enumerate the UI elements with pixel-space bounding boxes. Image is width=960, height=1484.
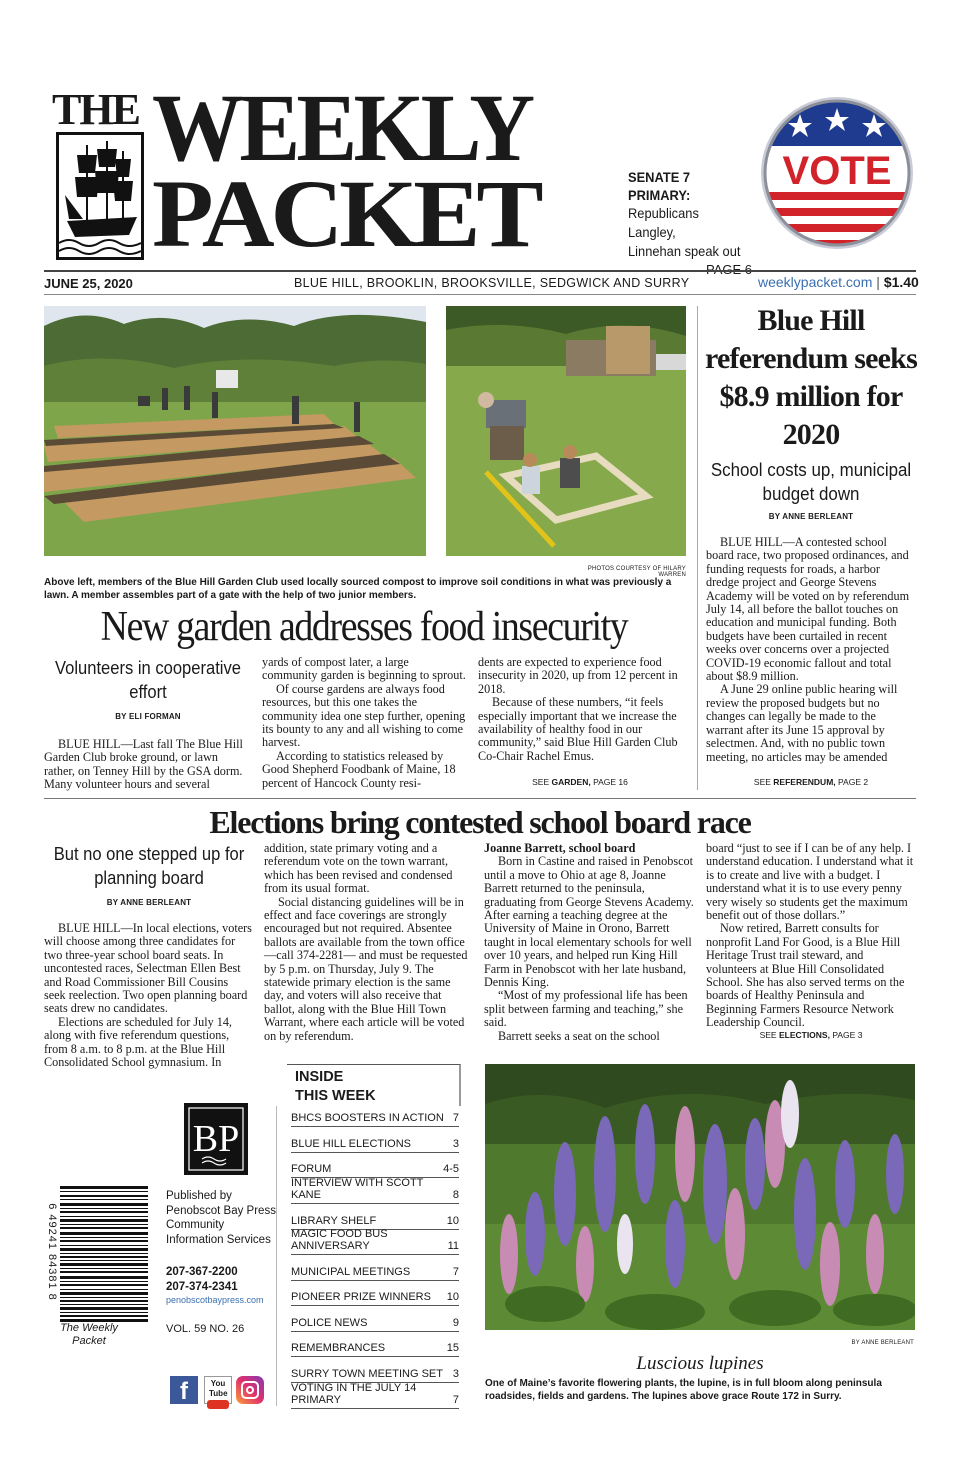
garden-byline: BY ELI FORMAN [115, 712, 181, 721]
garden-photo-credit: PHOTOS COURTESY OF HILARY WARREN [587, 566, 686, 578]
toc-page: 4-5 [443, 1163, 459, 1175]
garden-col1-text: BLUE HILL—Last fall The Blue Hill Garden Club broke ground, or lawn rather, on Tenney Hill by the GSA dorm. Many volunteer hours and several [44, 737, 243, 792]
lupines-photo [485, 1064, 915, 1330]
referendum-p2: A June 29 online public hearing will review the proposed budgets but no changes can legally be made to the warrant after its June 15 approval by selectmen. And, with no public town meeting, no articles may be amended [706, 682, 898, 764]
toc-page: 8 [452, 1189, 459, 1201]
publisher-url[interactable]: penobscotbaypress.com [166, 1295, 264, 1305]
lupines-credit: BY ANNE BERLEANT [851, 1340, 914, 1346]
referendum-body [706, 536, 916, 764]
dateline-right [758, 274, 919, 290]
masthead-the: THE [52, 85, 139, 134]
elections-jump[interactable] [706, 1030, 916, 1040]
toc-page: 9 [452, 1317, 459, 1329]
garden-headline[interactable]: New garden addresses food insecurity [100, 604, 628, 650]
elections-col2 [264, 842, 472, 1043]
toc-page: 3 [452, 1138, 459, 1150]
toc-label: VOTING IN THE JULY 14 PRIMARY [291, 1382, 417, 1406]
garden-col2-p1: yards of compost later, a large community garden is beginning to sprout. [262, 655, 466, 683]
garden-jump-page: PAGE 16 [593, 777, 628, 787]
toc-item[interactable] [291, 1228, 459, 1255]
publisher-volume: VOL. 59 NO. 26 [166, 1323, 245, 1335]
vote-badge-icon [760, 96, 914, 250]
toc-page: 11 [447, 1240, 459, 1252]
referendum-jump-prefix: SEE [753, 777, 771, 787]
toc-page: 3 [452, 1368, 459, 1380]
elections-c1-p2: Elections are scheduled for July 14, along with five referendum questions, from 8 a.m. to 8 p.m. at the Blue Hill Consolidated School gymnasium. In [44, 1014, 232, 1070]
toc-page: 15 [446, 1342, 459, 1354]
garden-subhead: Volunteers in cooperative effort [55, 658, 241, 702]
dateline-separator: | [876, 274, 880, 290]
referendum-jump[interactable] [706, 777, 916, 787]
garden-col2 [262, 656, 466, 790]
promo-line2: Linnehan speak out [628, 243, 741, 259]
toc-label: MAGIC FOOD BUS ANNIVERSARY [291, 1228, 388, 1252]
elections-col1 [44, 922, 252, 1069]
elections-c2-p2: Social distancing guidelines will be in effect and face coverings are strongly encouraged but not required. Absentee ballots are available from the town office—call 374-2281— and must be requested by 5 p.m. on Thursday, July 9. The statewide primary election is the same day, and voters will also receive that ballot, along with the Blue Hill Town Warrant, where each article will be voted on by referendum. [264, 894, 468, 1043]
toc-item[interactable] [291, 1107, 459, 1127]
barcode [44, 1186, 148, 1322]
toc-page: 7 [452, 1394, 459, 1406]
elections-c2-p1: addition, state primary voting and a referendum vote on the town warrant, which has been revised and condensed from its usual format. [264, 841, 453, 896]
publisher-line1: Published by [166, 1190, 232, 1202]
dateline-towns: BLUE HILL, BROOKLIN, BROOKSVILLE, SEDGWICK AND SURRY [294, 276, 690, 290]
publisher-line3: Community [166, 1219, 225, 1231]
publisher-line4: Information Services [166, 1233, 271, 1246]
toc-item[interactable] [291, 1337, 459, 1357]
ship-logo-icon [56, 132, 144, 260]
toc-label: FORUM [291, 1163, 332, 1175]
publisher-line2: Penobscot Bay Press [166, 1204, 276, 1217]
promo-kicker: SENATE 7 PRIMARY: [628, 169, 691, 203]
toc-item[interactable] [291, 1363, 459, 1383]
elections-col3 [484, 842, 694, 1043]
youtube-icon[interactable] [204, 1376, 232, 1404]
toc-item[interactable] [291, 1261, 459, 1281]
lupines-caption: One of Maine’s favorite flowering plants, the lupine, is in full bloom along peninsula roadsides, fields and gardens. The lupines above grace Route 172 in Surry. [485, 1378, 882, 1402]
inside-left-rule [276, 1106, 277, 1406]
promo-box[interactable] [628, 168, 758, 279]
garden-photo-left [44, 306, 426, 556]
toc-item[interactable] [291, 1177, 459, 1204]
vote-badge-text: VOTE [782, 149, 892, 193]
garden-photo-right [446, 306, 686, 556]
toc-label: LIBRARY SHELF [291, 1215, 377, 1227]
toc-page: 10 [446, 1215, 459, 1227]
inside-title-line2: THIS WEEK [295, 1088, 376, 1104]
elections-jump-key: ELECTIONS, [778, 1030, 830, 1040]
garden-jump-key: GARDEN, [551, 777, 591, 787]
dateline-date: JUNE 25, 2020 [44, 276, 133, 291]
youtube-label: You Tube [209, 1379, 228, 1398]
instagram-icon[interactable] [236, 1376, 264, 1404]
referendum-jump-page: PAGE 2 [838, 777, 869, 787]
toc-item[interactable] [291, 1382, 459, 1409]
inside-title [295, 1068, 376, 1106]
garden-jump[interactable] [478, 777, 682, 787]
garden-col2-p3: According to statistics released by Good Shepherd Foodbank of Maine, 18 percent of Hancock County resi- [262, 748, 456, 790]
elections-subhead: But no one stepped up for planning board [53, 844, 245, 888]
toc-item[interactable] [291, 1133, 459, 1153]
referendum-p1: BLUE HILL—A contested school board race, two proposed ordinances, and funding requests for roads, a harbor dredge project and George Stevens Academy will be voted on by referendum July 14, all before the ballot touches on education and municipal funding. Both budgets have been curtailed in recent weeks over concerns over a projected COVID-19 economic fallout and total about $8.9 million. [706, 535, 910, 684]
elections-jump-page: PAGE 3 [832, 1030, 863, 1040]
publisher-phone2: 207-374-2341 [166, 1280, 238, 1293]
publisher-info [166, 1189, 284, 1337]
publisher-phone1: 207-367-2200 [166, 1266, 238, 1278]
toc-label: MUNICIPAL MEETINGS [291, 1266, 411, 1278]
toc-label: POLICE NEWS [291, 1317, 368, 1329]
elections-c1-p1: BLUE HILL—In local elections, voters will choose among three candidates for two three-year school board seats. In uncontested races, Selectman Ellen Best and Road Commissioner Bill Cousins seek reelection. Two open planning board seats drew no candidates. [44, 921, 252, 1016]
toc-item[interactable] [291, 1312, 459, 1332]
elections-byline: BY ANNE BERLEANT [106, 898, 192, 907]
toc-page: 7 [452, 1266, 459, 1278]
referendum-headline[interactable]: Blue Hill referendum seeks $8.9 million for 2020 [705, 304, 917, 451]
elections-c4-p2: Now retired, Barrett consults for nonprofit Land For Good, is a Blue Hill Heritage Trust trail steward, and volunteers at Blue Hill Consolidated School. She has also served terms on the boards of Healthy Peninsula and Beginning Farmers Resource Network Leadership Council. [706, 921, 905, 1030]
referendum-jump-key: REFERENDUM, [773, 777, 836, 787]
toc-label: BHCS BOOSTERS IN ACTION [291, 1112, 444, 1124]
elections-c3-p3: Barrett seeks a seat on the school [498, 1028, 660, 1043]
toc-item[interactable] [291, 1210, 459, 1230]
promo-line1: Republicans Langley, [628, 205, 699, 240]
elections-col4 [706, 842, 916, 1030]
toc-page: 10 [446, 1291, 459, 1303]
masthead-weekly: WEEKLY [152, 74, 532, 181]
referendum-byline: BY ANNE BERLEANT [768, 512, 854, 521]
referendum-subhead: School costs up, municipal budget down [710, 460, 912, 504]
price: $1.40 [883, 274, 919, 290]
barcode-label: The Weekly Packet [60, 1322, 118, 1347]
elections-jump-prefix: SEE [759, 1030, 777, 1040]
toc-label: BLUE HILL ELECTIONS [291, 1138, 412, 1150]
site-link[interactable]: weeklypacket.com [758, 274, 873, 290]
elections-c4-p1: board “just to see if I can be of any help. I understand education. I understand what it is to create and live with a budget. I understand what it is to use every penny very wisely so students get the maximum benefit out of those dollars.” [706, 841, 914, 923]
elections-headline[interactable]: Elections bring contested school board race [209, 804, 751, 840]
lupines-title: Luscious lupines [636, 1353, 764, 1374]
garden-col3 [478, 656, 682, 763]
elections-c3-head: Joanne Barrett, school board [484, 841, 636, 855]
garden-caption: Above left, members of the Blue Hill Garden Club used locally sourced compost to improve soil conditions in what was previously a lawn. A member assembles part of a gate with the help of two junior members. [44, 577, 672, 601]
bp-logo-icon [184, 1103, 248, 1175]
inside-title-line1: INSIDE [295, 1069, 344, 1085]
masthead-packet: PACKET [152, 160, 540, 267]
elections-c3-p2: “Most of my professional life has been split between farming and teaching,” she said. [484, 988, 688, 1030]
toc-label: INTERVIEW WITH SCOTT KANE [291, 1177, 424, 1201]
barcode-digits: 6 49241 84381 8 [46, 1203, 58, 1301]
garden-jump-prefix: SEE [532, 777, 550, 787]
toc-item[interactable] [291, 1158, 459, 1178]
facebook-icon[interactable]: f [170, 1376, 198, 1404]
garden-col3-p2: Because of these numbers, “it feels especially important that we increase the availability of healthy food in our community,” said Blue Hill Garden Club Co-Chair Rachel Emus. [478, 695, 678, 763]
toc-label: REMEMBRANCES [291, 1342, 386, 1354]
toc-item[interactable] [291, 1286, 459, 1306]
bp-logo-letters: BP [192, 1118, 240, 1160]
toc-label: PIONEER PRIZE WINNERS [291, 1291, 431, 1303]
elections-c3-p1: Born in Castine and raised in Penobscot until a move to Ohio at age 8, Joanne Barrett returned to the peninsula, graduating from George Stevens Academy. After earning a teaching degree at the University of Maine in Orono, Barrett taught in local elementary schools for well over 10 years, and helped run King Hill Farm in Penobscot with her late husband, Dennis King. [484, 854, 694, 990]
garden-col3-p1: dents are expected to experience food insecurity in 2020, up from 12 percent in 2018. [478, 655, 678, 696]
garden-col1 [44, 738, 248, 792]
toc-label: SURRY TOWN MEETING SET [291, 1368, 443, 1380]
toc-page: 7 [452, 1112, 459, 1124]
garden-col2-p2: Of course gardens are always food resources, but this one takes the community idea one step further, opening its bounty to any and all wishing to come harvest. [262, 681, 466, 750]
